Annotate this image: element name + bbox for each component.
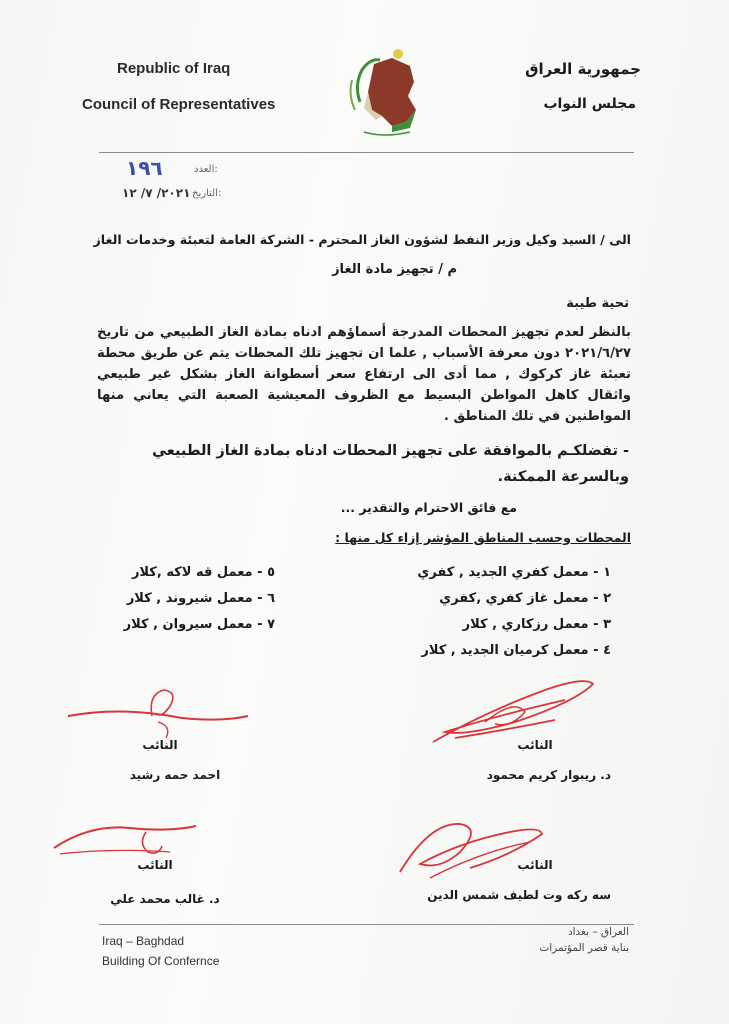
footer-divider [99, 924, 634, 925]
signatory-name: احمد حمه رشيد [129, 768, 221, 782]
signatory-title: النائب [517, 738, 553, 752]
header-en-council: Council of Representatives [82, 96, 276, 113]
signatory-name: د. ريبوار كريم محمود [486, 768, 611, 782]
signatory-title: النائب [142, 738, 178, 752]
list-item: ٥ - معمل قه لاكه ,كلار [131, 565, 275, 580]
subject-line: م / تجهيز مادة الغاز [332, 262, 457, 277]
header-ar-council: مجلس النواب [543, 96, 636, 112]
list-item: ١ - معمل كفري الجديد , كفري [417, 565, 611, 580]
footer-ar-city: العراق – بغداد [567, 926, 629, 938]
footer-en-city: Iraq – Baghdad [102, 934, 185, 948]
header-en-country: Republic of Iraq [117, 60, 231, 77]
number-label: العدد: [194, 164, 218, 175]
list-item: ٦ - معمل شيروند , كلار [126, 591, 275, 606]
signatory-name: سه ركه وت لطيف شمس الدين [427, 888, 611, 902]
request-paragraph: - تفضلكـم بالموافقة على تجهيز المحطات ادناه بمادة الغاز الطبيعي وبالسرعة الممكنة. [152, 443, 629, 485]
closing-line: مع فائق الاحترام والتقدير ... [340, 500, 517, 515]
signatory-title: النائب [517, 858, 553, 872]
header-ar-country: جمهورية العراق [525, 60, 641, 78]
stations-heading: المحطات وحسب المناطق المؤشر إزاء كل منها : [335, 530, 631, 545]
list-item: ٣ - معمل رزكاري , كلار [462, 617, 611, 632]
list-item: ٤ - معمل كرميان الجديد , كلار [421, 643, 611, 658]
footer-ar-building: بناية قصر المؤتمرات [539, 942, 629, 954]
document-number: ١٩٦ [126, 156, 163, 180]
greeting: تحية طيبة [566, 296, 629, 311]
list-item: ٧ - معمل سيروان , كلار [123, 617, 275, 632]
document-date: ٢٠٢١/ ٧/ ١٢ [122, 186, 191, 200]
signature-scribble [390, 812, 550, 884]
signatory-title: النائب [137, 858, 173, 872]
council-emblem-icon [340, 40, 430, 140]
signature-scribble [62, 686, 252, 746]
date-label: التاريخ: [192, 188, 222, 199]
recipient-line: الى / السيد وكيل وزير النفط لشؤون الغاز المحترم - الشركة العامة لتعبئة وخدمات الغاز [93, 232, 631, 247]
footer-en-building: Building Of Confernce [102, 954, 220, 968]
signatory-name: د. غالب محمد علي [110, 892, 220, 906]
header-divider [99, 152, 634, 153]
list-item: ٢ - معمل غاز كفري ,كفري [439, 591, 611, 606]
body-paragraph: بالنظر لعدم تجهيز المحطات المدرجة أسماؤهم ادناه بمادة الغاز الطبيعي من تاريخ ٢٠٢١/٦/٢٧ دون معرفة الأسباب , علما ان تجهيز تلك المحطات يتم عن طريق محطة تعبئة غاز كركوك , مما أدى الى ارتفاع سعر أسطوانة الغاز بشكل غير طبيعي واثقال كاهل المواطن البسيط مع الظروف المعيشية الصعبة التي يعاني منها المواطنين في تلك المناطق . [97, 325, 631, 424]
